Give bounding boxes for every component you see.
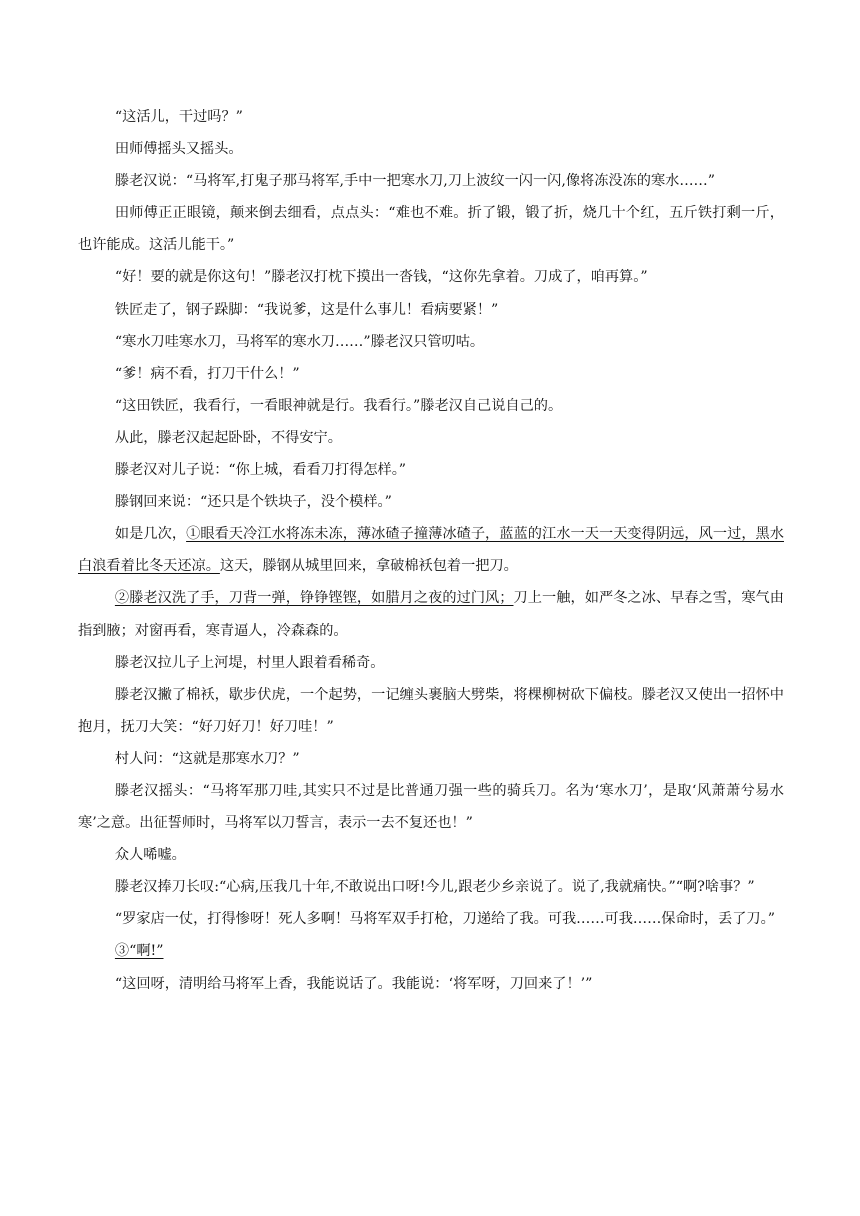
text-segment: 滕老汉摇头：“马将军那刀哇,其实只不过是比普通刀强一些的骑兵刀。名为‘寒水刀’，是取‘风萧萧兮易水寒’之意。出征誓师时，马将军以刀誓言，表示一去不复还也！” — [78, 782, 784, 832]
paragraph — [78, 775, 784, 839]
text-segment: “这活儿，干过吗？” — [114, 109, 243, 125]
paragraph — [78, 647, 784, 679]
text-segment: 众人唏嘘。 — [114, 847, 186, 864]
paragraph — [78, 197, 784, 261]
text-segment: 村人问：“这就是那寒水刀？” — [114, 750, 300, 767]
paragraph — [78, 871, 784, 903]
text-segment: “寒水刀哇寒水刀，马将军的寒水刀……”滕老汉只管叨咕。 — [114, 333, 485, 350]
paragraph — [78, 679, 784, 743]
text-segment: 滕老汉对儿子说：“你上城，看看刀打得怎样。” — [114, 462, 407, 479]
paragraph — [78, 101, 784, 133]
text-segment: 铁匠走了，钢子跺脚：“我说爹，这是什么事儿！看病要紧！” — [114, 301, 499, 318]
paragraph — [78, 358, 784, 390]
text-segment: “这回呀，清明给马将军上香，我能说话了。我能说：‘将军呀，刀回来了！’” — [114, 975, 593, 992]
paragraph — [78, 839, 784, 871]
underlined-passage: ③“啊!” — [114, 943, 164, 960]
text-segment: 田师傅正正眼镜，颠来倒去细看，点点头：“难也不难。折了锻，锻了折，烧几十个红，五斤铁打剩一斤，也许能成。这活儿能干。” — [78, 205, 784, 254]
paragraph — [78, 968, 784, 1000]
text-segment: 滕老汉拉儿子上河堤，村里人跟着看稀奇。 — [114, 654, 385, 671]
text-segment: 滕老汉说：“马将军,打鬼子那马将军,手中一把寒水刀,刀上波纹一闪一闪,像将冻没冻的寒水……” — [114, 173, 715, 190]
text-segment: 滕钢回来说：“还只是个铁块子，没个模样。” — [114, 494, 392, 511]
paragraph — [78, 326, 784, 358]
paragraph — [78, 390, 784, 422]
text-segment: 滕老汉撇了棉袄，歇步伏虎，一个起势，一记缠头裹脑大劈柴，将棵柳树砍下偏枝。滕老汉又使出一招怀中抱月，抚刀大笑：“好刀好刀！好刀哇！” — [78, 686, 784, 735]
paragraph — [78, 582, 784, 646]
paragraph — [78, 518, 784, 582]
text-segment: 如是几次， — [114, 526, 187, 543]
text-segment: “罗家店一仗，打得惨呀！死人多啊！马将军双手打枪，刀递给了我。可我……可我……保命时，丢了刀。” — [114, 911, 775, 928]
paragraph — [78, 454, 784, 486]
underlined-passage: ②滕老汉洗了手，刀背一弹，铮铮铿铿，如腊月之夜的过门风； — [114, 590, 514, 607]
story-text — [78, 101, 784, 1000]
paragraph — [78, 422, 784, 454]
text-segment: 滕老汉捧刀长叹:“心病,压我几十年,不敢说出口呀!今儿,跟老少乡亲说了。说了,我就痛快。”“啊?啥事？” — [114, 879, 755, 896]
paragraph — [78, 133, 784, 165]
paragraph — [78, 486, 784, 518]
paragraph — [78, 165, 784, 197]
text-segment: 田师傅摇头又摇头。 — [114, 141, 243, 158]
text-segment: “爹！病不看，打刀干什么！” — [114, 365, 300, 382]
underlined-passage: ①眼看天冷江水将冻未冻，薄冰碴子撞薄冰碴子，蓝蓝的江水一天一天变得阴远，风一过，黑水白浪看着比冬天还凉。 — [78, 526, 784, 575]
text-segment: “这田铁匠，我看行，一看眼神就是行。我看行。”滕老汉自己说自己的。 — [114, 397, 563, 414]
paragraph — [78, 743, 784, 775]
text-segment: 刀上一触，如严冬之冰、早春之雪，寒气由指到腋；对窗再看，寒青逼人，冷森森的。 — [78, 590, 784, 639]
text-segment: “好！要的就是你这句！”滕老汉打枕下摸出一沓钱，“这你先拿着。刀成了，咱再算。” — [114, 269, 648, 286]
text-segment: 从此，滕老汉起起卧卧，不得安宁。 — [114, 429, 342, 446]
paragraph — [78, 294, 784, 326]
paragraph — [78, 935, 784, 967]
text-segment: 这天，滕钢从城里回来，拿破棉袄包着一把刀。 — [219, 558, 518, 575]
paragraph — [78, 261, 784, 293]
paragraph — [78, 903, 784, 935]
